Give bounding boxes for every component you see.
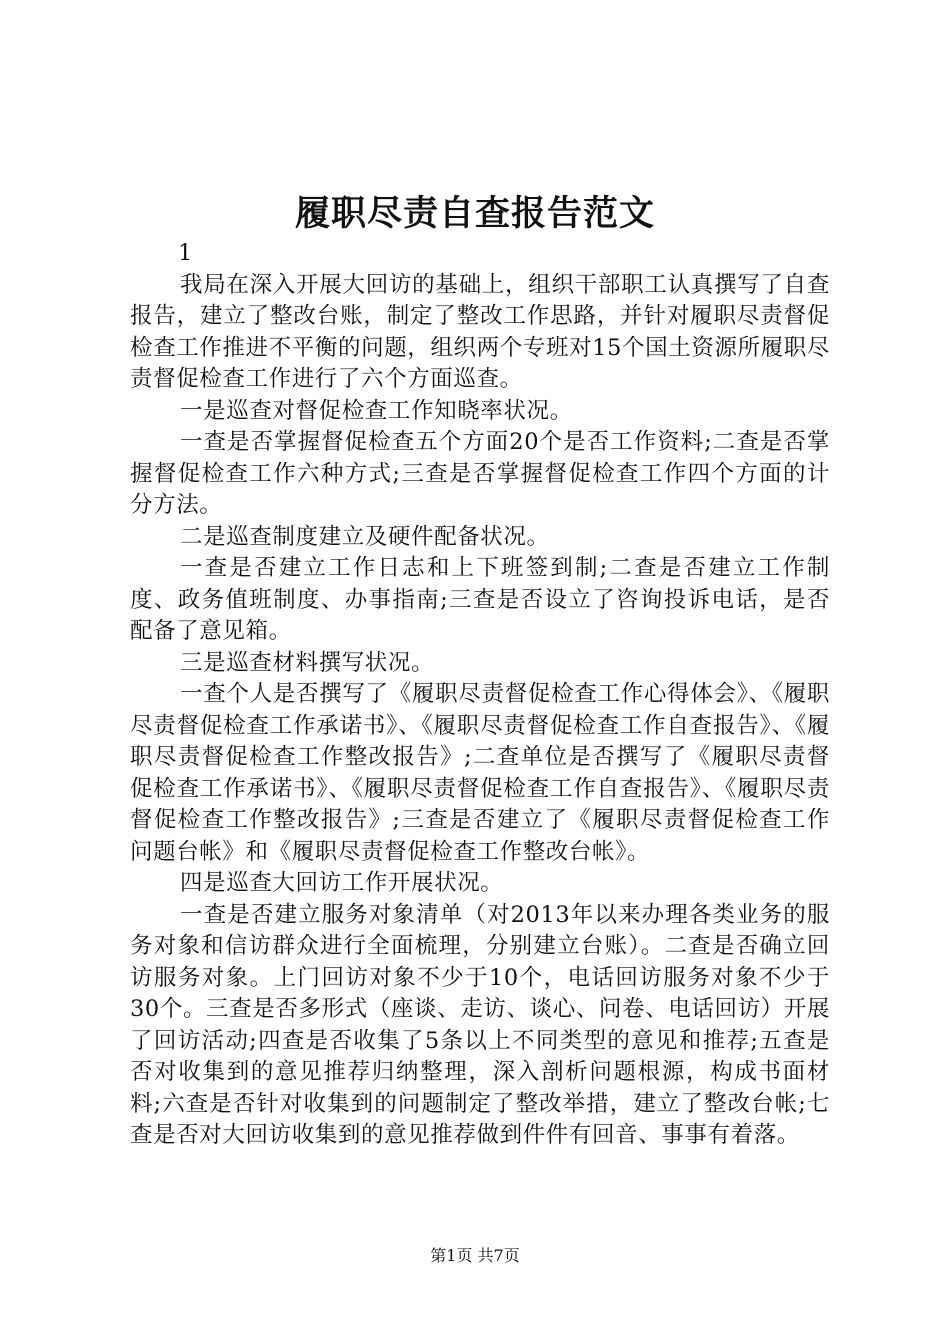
paragraph-detail-1: 一查是否掌握督促检查五个方面20个是否工作资料;二查是否掌握督促检查工作六种方式;三查是否掌握督促检查工作四个方面的计分方法。: [130, 429, 830, 518]
paragraph-detail-2: 一查是否建立工作日志和上下班签到制;二查是否建立工作制度、政务值班制度、办事指南;三查是否设立了咨询投诉电话，是否配备了意见箱。: [130, 555, 830, 644]
paragraph-detail-3: 一查个人是否撰写了《履职尽责督促检查工作心得体会》、《履职尽责督促检查工作承诺书》、《履职尽责督促检查工作自查报告》、《履职尽责督促检查工作整改报告》;二查单位是否撰写了《履职尽责督促检查工作承诺书》、《履职尽责督促检查工作自查报告》、《履职尽责督促检查工作整改报告》;三查是否建立了《履职尽责督促检查工作问题台帐》和《履职尽责督促检查工作整改台帐》。: [130, 681, 830, 865]
paragraph-heading-4: 四是巡查大回访工作开展状况。: [180, 870, 504, 896]
paragraph-heading-2: 二是巡查制度建立及硬件配备状况。: [180, 523, 550, 550]
page-footer: 第1页 共7页: [430, 1246, 520, 1265]
section-number: 1: [178, 240, 193, 266]
document-title: 履职尽责自查报告范文: [294, 193, 655, 234]
paragraph-heading-3: 三是巡查材料撰写状况。: [180, 649, 435, 676]
paragraph-heading-1: 一是巡查对督促检查工作知晓率状况。: [180, 397, 573, 424]
paragraph-intro: 我局在深入开展大回访的基础上，组织干部职工认真撰写了自查报告，建立了整改台账，制定了整改工作思路，并针对履职尽责督促检查工作推进不平衡的问题，组织两个专班对15个国土资源所履职尽责督促检查工作进行了六个方面巡查。: [130, 271, 830, 392]
document-body: [130, 238, 830, 1152]
paragraph-detail-4: 一查是否建立服务对象清单（对2013年以来办理各类业务的服务对象和信访群众进行全面梳理，分别建立台账）。二查是否确立回访服务对象。上门回访对象不少于10个，电话回访服务对象不少于30个。三查是否多形式（座谈、走访、谈心、问卷、电话回访）开展了回访活动;四查是否收集了5条以上不同类型的意见和推荐;五查是否对收集到的意见推荐归纳整理，深入剖析问题根源，构成书面材料;六查是否针对收集到的问题制定了整改举措，建立了整改台帐;七查是否对大回访收集到的意见推荐做到件件有回音、事事有着落。: [130, 901, 830, 1148]
